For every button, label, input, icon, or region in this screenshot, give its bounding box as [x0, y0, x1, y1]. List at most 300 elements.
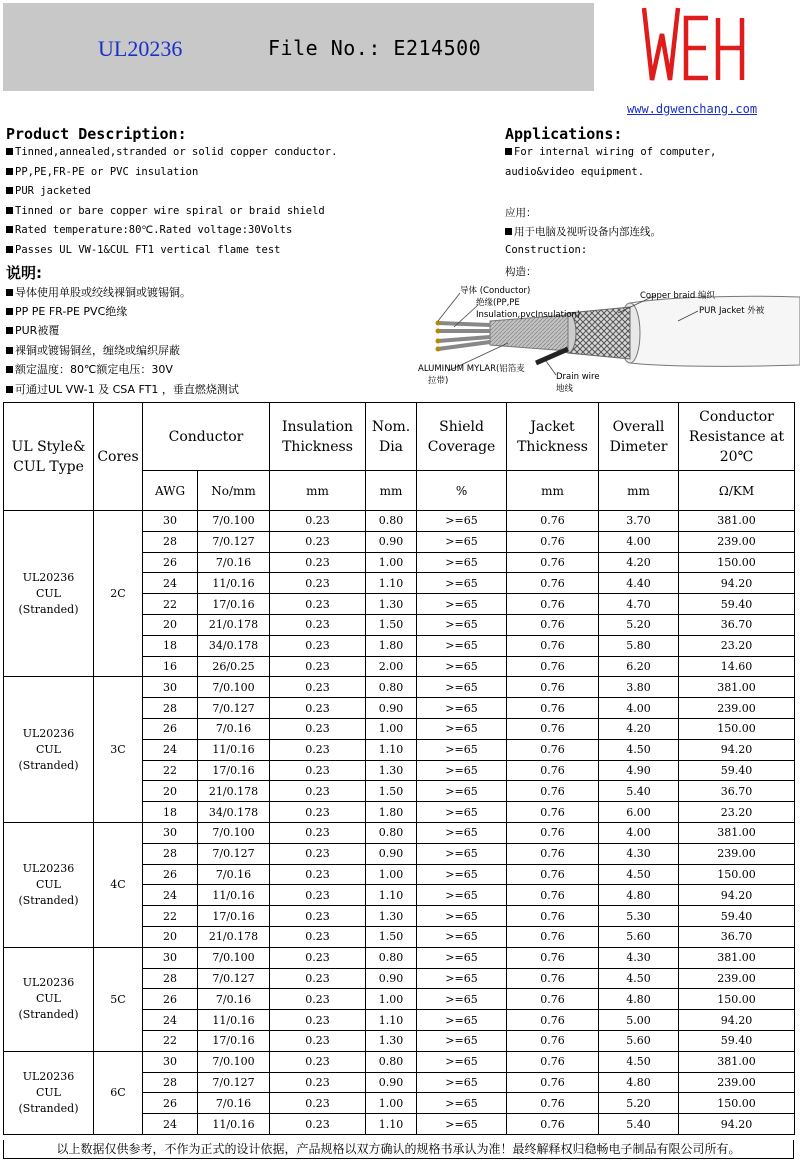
table-cell: 1.50 — [366, 614, 417, 635]
table-cell: 0.76 — [507, 885, 599, 906]
style-line: UL20236 — [22, 726, 75, 740]
table-cell: >=65 — [417, 594, 507, 615]
table-cell: 22 — [143, 1030, 198, 1051]
table-cell: >=65 — [417, 531, 507, 552]
style-cell — [4, 511, 94, 677]
style-line: (Stranded) — [18, 602, 79, 616]
table-cell: 26/0.25 — [198, 656, 270, 677]
table-cell: 381.00 — [679, 511, 795, 532]
table-cell: >=65 — [417, 614, 507, 635]
svg-text:编织: 编织 — [698, 291, 716, 301]
table-cell: 18 — [143, 802, 198, 823]
table-cell: 17/0.16 — [198, 760, 270, 781]
shuoming-item: 额定温度：80℃额定电压：30V — [6, 361, 173, 377]
shuoming-title: 说明: — [6, 264, 42, 282]
table-cell: 22 — [143, 594, 198, 615]
table-cell: >=65 — [417, 1010, 507, 1031]
table-cell: 5.80 — [599, 635, 679, 656]
table-cell: 5.20 — [599, 614, 679, 635]
table-cell: 7/0.100 — [198, 822, 270, 843]
table-cell: 0.76 — [507, 739, 599, 760]
unit-insulation: mm — [270, 471, 366, 511]
svg-text:Drain wire: Drain wire — [556, 372, 600, 382]
table-cell: 7/0.100 — [198, 947, 270, 968]
table-cell: 0.23 — [270, 594, 366, 615]
table-cell: 5.30 — [599, 906, 679, 927]
header-shield: Shield Coverage — [417, 403, 507, 471]
table-cell: 7/0.127 — [198, 843, 270, 864]
unit-jacket: mm — [507, 471, 599, 511]
table-cell: 26 — [143, 552, 198, 573]
table-cell: 26 — [143, 989, 198, 1010]
style-line: CUL — [36, 1085, 61, 1099]
table-cell: 1.30 — [366, 1030, 417, 1051]
style-line: (Stranded) — [18, 1101, 79, 1115]
shuoming-item: 可通过UL VW-1 及 CSA FT1 ，垂直燃烧测试 — [6, 381, 239, 397]
style-line: CUL — [36, 586, 61, 600]
header-cores: Cores — [94, 403, 143, 511]
table-cell: 4.40 — [599, 573, 679, 594]
table-cell: 0.23 — [270, 1030, 366, 1051]
table-cell: >=65 — [417, 573, 507, 594]
table-cell: 59.40 — [679, 1030, 795, 1051]
table-cell: 5.00 — [599, 1010, 679, 1031]
table-cell: 11/0.16 — [198, 1114, 270, 1135]
table-cell: 0.76 — [507, 781, 599, 802]
table-cell: 5.60 — [599, 1030, 679, 1051]
svg-text:ALUMINUM MYLAR(铝箔麦: ALUMINUM MYLAR(铝箔麦 — [418, 364, 525, 374]
table-row — [4, 947, 795, 968]
table-cell: 0.76 — [507, 614, 599, 635]
table-cell: 0.76 — [507, 1030, 599, 1051]
file-number: File No.: E214500 — [268, 36, 482, 60]
table-cell: 0.23 — [270, 677, 366, 698]
table-cell: 7/0.100 — [198, 1051, 270, 1072]
table-cell: 21/0.178 — [198, 781, 270, 802]
table-cell: 1.30 — [366, 760, 417, 781]
table-cell: 18 — [143, 635, 198, 656]
table-cell: 0.80 — [366, 947, 417, 968]
table-cell: 0.23 — [270, 635, 366, 656]
table-cell: 22 — [143, 760, 198, 781]
table-cell: 4.50 — [599, 1051, 679, 1072]
table-cell: 1.10 — [366, 573, 417, 594]
table-cell: 30 — [143, 511, 198, 532]
table-cell: 0.76 — [507, 843, 599, 864]
applications-line: For internal wiring of computer, — [505, 146, 716, 158]
cores-cell: 5C — [94, 947, 143, 1051]
table-cell: 0.80 — [366, 677, 417, 698]
table-cell: >=65 — [417, 989, 507, 1010]
table-cell: 0.23 — [270, 947, 366, 968]
table-row — [4, 511, 795, 532]
unit-resistance: Ω/KM — [679, 471, 795, 511]
table-cell: 4.50 — [599, 968, 679, 989]
table-cell: 0.76 — [507, 656, 599, 677]
table-cell: 11/0.16 — [198, 885, 270, 906]
table-cell: 26 — [143, 864, 198, 885]
table-row — [4, 677, 795, 698]
table-cell: 20 — [143, 926, 198, 947]
table-cell: 7/0.16 — [198, 989, 270, 1010]
table-cell: 3.70 — [599, 511, 679, 532]
product-item: Tinned or bare copper wire spiral or braid shield — [6, 205, 325, 217]
table-cell: 0.90 — [366, 843, 417, 864]
table-row — [4, 1051, 795, 1072]
table-cell: 5.60 — [599, 926, 679, 947]
table-cell: 1.00 — [366, 1093, 417, 1114]
table-cell: 239.00 — [679, 843, 795, 864]
table-cell: 36.70 — [679, 926, 795, 947]
specification-table — [3, 402, 795, 1135]
table-cell: 4.20 — [599, 552, 679, 573]
shuoming-item: PUR被覆 — [6, 322, 59, 338]
svg-text:Insulation,pvcInsulation): Insulation,pvcInsulation) — [476, 310, 581, 320]
table-cell: >=65 — [417, 926, 507, 947]
table-cell: 150.00 — [679, 864, 795, 885]
product-item: PP,PE,FR-PE or PVC insulation — [6, 166, 198, 178]
table-cell: 0.76 — [507, 635, 599, 656]
table-cell: 2.00 — [366, 656, 417, 677]
header-insulation: Insulation Thickness — [270, 403, 366, 471]
table-cell: 0.76 — [507, 594, 599, 615]
table-cell: 34/0.178 — [198, 802, 270, 823]
table-cell: >=65 — [417, 760, 507, 781]
table-cell: 0.23 — [270, 906, 366, 927]
table-cell: 4.90 — [599, 760, 679, 781]
table-cell: 0.23 — [270, 822, 366, 843]
table-cell: 4.80 — [599, 1072, 679, 1093]
table-cell: 0.23 — [270, 1093, 366, 1114]
table-cell: >=65 — [417, 906, 507, 927]
table-cell: 36.70 — [679, 614, 795, 635]
table-cell: 0.23 — [270, 1072, 366, 1093]
svg-text:Copper braid: Copper braid — [640, 291, 696, 301]
table-cell: 1.10 — [366, 1114, 417, 1135]
table-cell: 239.00 — [679, 531, 795, 552]
table-cell: 7/0.127 — [198, 698, 270, 719]
table-cell: 36.70 — [679, 781, 795, 802]
style-cell — [4, 1051, 94, 1134]
construction-label: Construction: — [505, 244, 588, 256]
svg-text:PUR Jacket 外被: PUR Jacket 外被 — [699, 306, 765, 316]
applications-cn-label: 应用： — [505, 207, 537, 219]
table-cell: 150.00 — [679, 1093, 795, 1114]
table-cell: 7/0.16 — [198, 1093, 270, 1114]
table-cell: 0.76 — [507, 968, 599, 989]
table-cell: 7/0.127 — [198, 531, 270, 552]
table-cell: 0.80 — [366, 511, 417, 532]
table-cell: 4.00 — [599, 531, 679, 552]
table-cell: 4.80 — [599, 885, 679, 906]
table-cell: 23.20 — [679, 635, 795, 656]
table-cell: 4.00 — [599, 822, 679, 843]
cores-cell: 4C — [94, 822, 143, 947]
style-line: UL20236 — [22, 1069, 75, 1083]
table-cell: 0.23 — [270, 698, 366, 719]
unit-awg: AWG — [143, 471, 198, 511]
table-cell: 30 — [143, 1051, 198, 1072]
style-cell — [4, 947, 94, 1051]
table-cell: 0.76 — [507, 822, 599, 843]
table-cell: 94.20 — [679, 573, 795, 594]
table-cell: >=65 — [417, 1093, 507, 1114]
table-cell: 16 — [143, 656, 198, 677]
table-cell: 4.80 — [599, 989, 679, 1010]
table-cell: 24 — [143, 573, 198, 594]
table-cell: >=65 — [417, 656, 507, 677]
table-cell: 7/0.100 — [198, 677, 270, 698]
style-line: (Stranded) — [18, 893, 79, 907]
table-cell: 1.10 — [366, 739, 417, 760]
construction-cn-label: 构造： — [505, 266, 537, 278]
table-body — [4, 511, 795, 1135]
table-cell: 21/0.178 — [198, 614, 270, 635]
disclaimer-footer: 以上数据仅供参考，不作为正式的设计依据，产品规格以双方确认的规格书承认为准！最终解释权归稳畅电子制品有限公司所有。 — [3, 1140, 794, 1159]
table-cell: 1.00 — [366, 864, 417, 885]
style-line: CUL — [36, 992, 61, 1006]
table-cell: >=65 — [417, 781, 507, 802]
table-cell: 21/0.178 — [198, 926, 270, 947]
table-cell: 0.76 — [507, 1010, 599, 1031]
table-cell: 1.80 — [366, 635, 417, 656]
table-cell: 150.00 — [679, 718, 795, 739]
table-cell: 381.00 — [679, 947, 795, 968]
table-cell: 7/0.16 — [198, 718, 270, 739]
table-cell: 0.23 — [270, 781, 366, 802]
table-cell: 0.23 — [270, 926, 366, 947]
product-item: Tinned,annealed,stranded or solid copper conductor. — [6, 146, 337, 158]
table-cell: >=65 — [417, 635, 507, 656]
table-cell: 24 — [143, 739, 198, 760]
table-cell: 0.80 — [366, 1051, 417, 1072]
table-cell: 28 — [143, 531, 198, 552]
table-cell: >=65 — [417, 718, 507, 739]
table-cell: 4.50 — [599, 739, 679, 760]
company-logo — [640, 4, 748, 86]
shuoming-item: 裸铜或镀锡铜丝，缠绕或编织屏蔽 — [6, 342, 180, 358]
table-cell: >=65 — [417, 968, 507, 989]
table-cell: 0.76 — [507, 1072, 599, 1093]
unit-shield: % — [417, 471, 507, 511]
table-cell: 0.23 — [270, 843, 366, 864]
table-cell: 0.76 — [507, 906, 599, 927]
shuoming-item: 导体使用单股或绞线裸铜或镀锡铜。 — [6, 284, 191, 300]
style-line: CUL — [36, 742, 61, 756]
table-cell: 0.76 — [507, 552, 599, 573]
table-cell: 28 — [143, 968, 198, 989]
table-cell: 7/0.16 — [198, 864, 270, 885]
table-cell: 94.20 — [679, 885, 795, 906]
table-cell: >=65 — [417, 864, 507, 885]
table-cell: >=65 — [417, 1051, 507, 1072]
table-cell: 1.80 — [366, 802, 417, 823]
svg-text:地线: 地线 — [556, 384, 574, 394]
table-cell: 0.76 — [507, 926, 599, 947]
table-cell: 0.23 — [270, 1114, 366, 1135]
svg-text:WCH: WCH — [694, 83, 700, 85]
table-cell: 11/0.16 — [198, 739, 270, 760]
table-cell: 0.76 — [507, 802, 599, 823]
table-cell: 1.10 — [366, 1010, 417, 1031]
table-cell: 0.23 — [270, 718, 366, 739]
unit-overall: mm — [599, 471, 679, 511]
table-cell: 0.76 — [507, 511, 599, 532]
table-cell: 0.76 — [507, 1051, 599, 1072]
table-cell: 26 — [143, 1093, 198, 1114]
table-cell: 94.20 — [679, 1114, 795, 1135]
table-cell: 6.00 — [599, 802, 679, 823]
table-cell: 239.00 — [679, 968, 795, 989]
table-cell: 11/0.16 — [198, 573, 270, 594]
style-line: UL20236 — [22, 861, 75, 875]
table-cell: 5.20 — [599, 1093, 679, 1114]
table-cell: 0.23 — [270, 552, 366, 573]
svg-text:绝缘(PP,PE: 绝缘(PP,PE — [476, 298, 520, 308]
table-cell: 0.76 — [507, 989, 599, 1010]
table-cell: 0.76 — [507, 573, 599, 594]
svg-text:导体 (Conductor): 导体 (Conductor) — [460, 286, 531, 296]
table-cell: 0.23 — [270, 656, 366, 677]
style-line: UL20236 — [22, 976, 75, 990]
cores-cell: 2C — [94, 511, 143, 677]
table-cell: >=65 — [417, 1072, 507, 1093]
table-cell: >=65 — [417, 511, 507, 532]
table-cell: 0.23 — [270, 739, 366, 760]
header-style: UL Style& CUL Type — [4, 403, 94, 511]
company-url-link[interactable]: www.dgwenchang.com — [627, 102, 758, 116]
table-cell: 0.23 — [270, 573, 366, 594]
table-cell: 0.23 — [270, 760, 366, 781]
table-cell: 0.80 — [366, 822, 417, 843]
header-resistance: Conductor Resistance at 20℃ — [679, 403, 795, 471]
table-cell: 381.00 — [679, 1051, 795, 1072]
table-cell: 59.40 — [679, 760, 795, 781]
table-cell: 0.23 — [270, 864, 366, 885]
table-cell: 14.60 — [679, 656, 795, 677]
table-cell: 1.30 — [366, 594, 417, 615]
table-cell: 0.23 — [270, 1051, 366, 1072]
header-overall: Overall Dimeter — [599, 403, 679, 471]
table-cell: 1.50 — [366, 781, 417, 802]
unit-no-mm: No/mm — [198, 471, 270, 511]
table-cell: >=65 — [417, 698, 507, 719]
table-cell: 1.00 — [366, 989, 417, 1010]
table-cell: >=65 — [417, 802, 507, 823]
style-code: UL20236 — [98, 36, 183, 61]
cores-cell: 6C — [94, 1051, 143, 1134]
table-cell: 1.00 — [366, 552, 417, 573]
table-cell: 0.76 — [507, 864, 599, 885]
table-cell: 0.76 — [507, 698, 599, 719]
table-cell: 23.20 — [679, 802, 795, 823]
table-cell: 0.23 — [270, 802, 366, 823]
table-cell: 4.30 — [599, 947, 679, 968]
table-cell: 0.23 — [270, 531, 366, 552]
table-cell: 24 — [143, 1010, 198, 1031]
table-cell: 381.00 — [679, 677, 795, 698]
applications-title: Applications: — [505, 125, 623, 143]
table-cell: 4.00 — [599, 698, 679, 719]
table-cell: >=65 — [417, 677, 507, 698]
table-cell: 150.00 — [679, 552, 795, 573]
table-cell: 0.23 — [270, 614, 366, 635]
table-cell: 7/0.127 — [198, 1072, 270, 1093]
table-cell: 26 — [143, 718, 198, 739]
table-cell: 150.00 — [679, 989, 795, 1010]
table-cell: 1.00 — [366, 718, 417, 739]
product-description-title: Product Description: — [6, 125, 187, 143]
table-cell: 5.40 — [599, 1114, 679, 1135]
table-cell: 22 — [143, 906, 198, 927]
table-cell: >=65 — [417, 885, 507, 906]
table-cell: 59.40 — [679, 906, 795, 927]
applications-cn-text: 用于电脑及视听设备内部连线。 — [505, 224, 661, 239]
style-line: (Stranded) — [18, 1008, 79, 1022]
table-cell: 4.30 — [599, 843, 679, 864]
table-cell: >=65 — [417, 843, 507, 864]
header-dia: Nom. Dia — [366, 403, 417, 471]
table-cell: 7/0.16 — [198, 552, 270, 573]
table-cell: 7/0.127 — [198, 968, 270, 989]
table-cell: 1.50 — [366, 926, 417, 947]
table-cell: 5.40 — [599, 781, 679, 802]
applications-line: audio&video equipment. — [505, 166, 645, 178]
cable-construction-diagram — [418, 283, 800, 395]
table-cell: 0.76 — [507, 718, 599, 739]
table-cell: 3.80 — [599, 677, 679, 698]
table-cell: 4.20 — [599, 718, 679, 739]
table-cell: >=65 — [417, 739, 507, 760]
table-cell: 11/0.16 — [198, 1010, 270, 1031]
table-cell: 0.76 — [507, 531, 599, 552]
table-cell: 1.30 — [366, 906, 417, 927]
table-cell: 0.76 — [507, 1093, 599, 1114]
product-item: Rated temperature:80℃.Rated voltage:30Volts — [6, 224, 292, 236]
table-cell: 0.23 — [270, 989, 366, 1010]
table-cell: >=65 — [417, 947, 507, 968]
table-cell: 94.20 — [679, 1010, 795, 1031]
header-conductor: Conductor — [143, 403, 270, 471]
table-cell: >=65 — [417, 552, 507, 573]
table-cell: 34/0.178 — [198, 635, 270, 656]
table-cell: 17/0.16 — [198, 594, 270, 615]
unit-dia: mm — [366, 471, 417, 511]
svg-text:拉带): 拉带) — [428, 376, 449, 386]
header-jacket: Jacket Thickness — [507, 403, 599, 471]
table-cell: >=65 — [417, 1114, 507, 1135]
table-cell: 30 — [143, 822, 198, 843]
style-line: CUL — [36, 877, 61, 891]
table-cell: 0.23 — [270, 1010, 366, 1031]
table-cell: 0.76 — [507, 947, 599, 968]
table-cell: 28 — [143, 698, 198, 719]
table-cell: 4.50 — [599, 864, 679, 885]
table-cell: 28 — [143, 1072, 198, 1093]
table-cell: 0.23 — [270, 968, 366, 989]
table-cell: 24 — [143, 885, 198, 906]
table-cell: 0.23 — [270, 885, 366, 906]
product-item: Passes UL VW-1&CUL FT1 vertical flame test — [6, 244, 281, 256]
table-cell: 20 — [143, 614, 198, 635]
style-cell — [4, 677, 94, 823]
table-cell: 7/0.100 — [198, 511, 270, 532]
table-cell: 30 — [143, 677, 198, 698]
table-cell: 17/0.16 — [198, 1030, 270, 1051]
shuoming-item: PP PE FR-PE PVC绝缘 — [6, 303, 127, 319]
table-cell: 0.23 — [270, 511, 366, 532]
table-cell: 20 — [143, 781, 198, 802]
